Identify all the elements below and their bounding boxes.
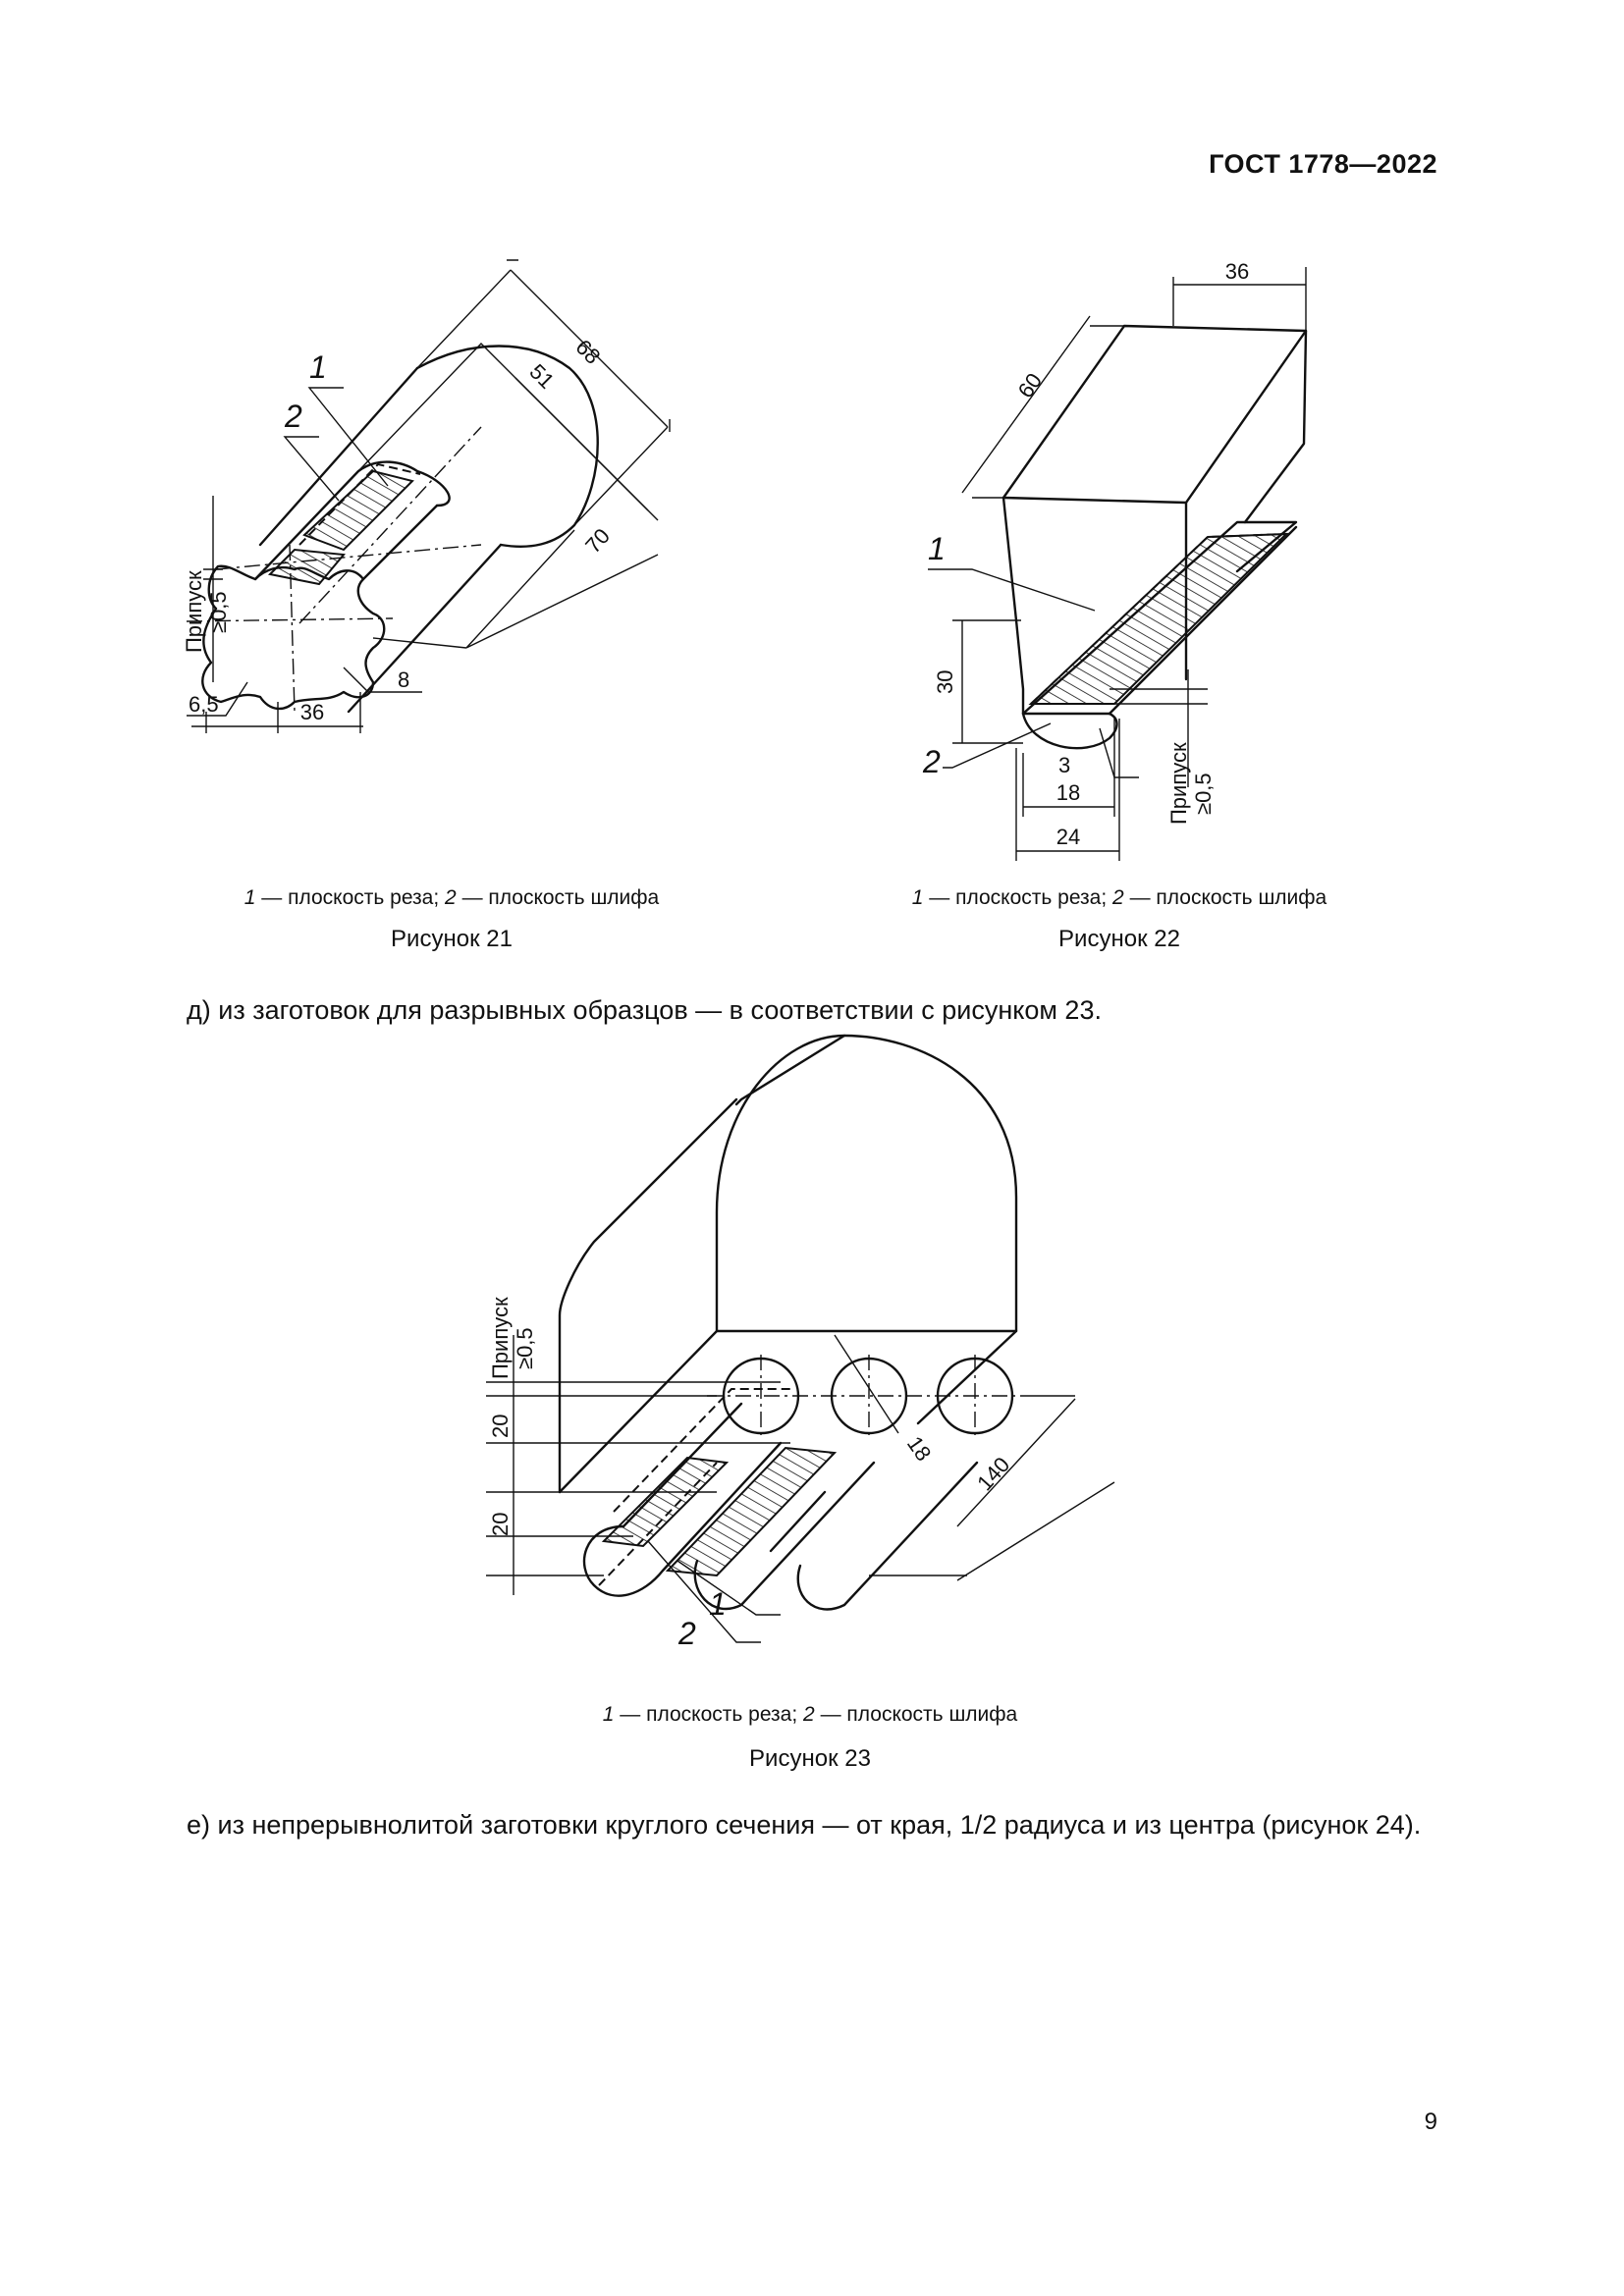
dim-18: 18 xyxy=(901,1431,937,1466)
callout-2: 2 xyxy=(923,744,941,779)
paragraph-e: е) из непрерывнолитой заготовки круглого сечения — от края, 1/2 радиуса и из центра (рисунок 24). xyxy=(187,1810,1422,1840)
dim-20-lower: 20 xyxy=(488,1512,513,1536)
legend-text-2: — плоскость шлифа xyxy=(1123,886,1327,909)
box-top-face xyxy=(1003,326,1306,503)
legend-text-1: — плоскость реза; xyxy=(614,1703,804,1726)
dim-3: 3 xyxy=(1058,753,1071,777)
legend-number-2: 2 xyxy=(803,1703,815,1726)
dim-68-lines xyxy=(417,270,668,525)
dim-60: 60 xyxy=(1012,368,1048,402)
allowance-value: ≥0,5 xyxy=(1191,773,1216,815)
dim-30: 30 xyxy=(933,669,957,694)
callout-1: 1 xyxy=(928,531,946,566)
round-bottom-end xyxy=(1023,714,1117,748)
head-top-edge xyxy=(736,1036,844,1104)
allowance-value: ≥0,5 xyxy=(206,591,231,633)
figure-21-drawing xyxy=(182,250,736,741)
dim-6-5: 6,5 xyxy=(189,692,219,717)
figure-22-legend xyxy=(864,886,1375,910)
figure-23-drawing xyxy=(486,1031,1114,1659)
figure-22-caption: Рисунок 22 xyxy=(1058,926,1180,952)
callout-1: 1 xyxy=(309,349,327,385)
dim-68: 68 xyxy=(570,334,606,369)
inner-bar-end xyxy=(417,471,450,506)
legend-number-2: 2 xyxy=(1112,886,1124,909)
callout-1: 1 xyxy=(709,1586,727,1622)
bar-right xyxy=(798,1463,977,1609)
body-left-edge xyxy=(560,1099,736,1492)
paragraph-d: д) из заготовок для разрывных образцов — в соответствии с рисунком 23. xyxy=(187,995,1102,1025)
dim-51: 51 xyxy=(524,358,560,394)
legend-text-1: — плоскость реза; xyxy=(255,886,446,909)
figure-23-legend xyxy=(545,1703,1075,1727)
cut-plane-hatch xyxy=(1031,534,1286,704)
legend-text-2: — плоскость шлифа xyxy=(456,886,660,909)
document-header: ГОСТ 1778—2022 xyxy=(1209,149,1437,179)
dim-140: 140 xyxy=(972,1452,1015,1496)
dim-8-leader xyxy=(344,667,422,692)
dim-24: 24 xyxy=(1056,825,1081,849)
allowance-label: Припуск xyxy=(1166,742,1191,825)
centerline-cut xyxy=(216,545,481,569)
legend-number-1: 1 xyxy=(244,886,256,909)
grind-plane-hatch-1 xyxy=(270,550,344,584)
dim-18-line xyxy=(835,1335,898,1433)
callout-2: 2 xyxy=(678,1616,696,1651)
outer-cylinder-arc xyxy=(417,347,598,547)
dim-60-lines xyxy=(962,316,1124,498)
allowance-label: Припуск xyxy=(488,1297,513,1379)
legend-number-1: 1 xyxy=(911,886,924,909)
figure-22-drawing xyxy=(913,257,1326,866)
allowance-label: Припуск xyxy=(182,570,206,653)
callout-2: 2 xyxy=(285,399,302,434)
dim-70-lines xyxy=(373,530,658,648)
dim-140-lines xyxy=(957,1396,1114,1580)
dim-36: 36 xyxy=(1224,259,1250,284)
legend-text-1: — плоскость реза; xyxy=(923,886,1113,909)
legend-number-1: 1 xyxy=(602,1703,615,1726)
dim-20-upper: 20 xyxy=(488,1414,513,1438)
dim-18: 18 xyxy=(1056,780,1081,805)
dim-8: 8 xyxy=(398,667,410,692)
figure-21-caption: Рисунок 21 xyxy=(391,926,513,952)
dim-70: 70 xyxy=(580,523,616,559)
figure-21-legend xyxy=(196,886,707,910)
figure-23-caption: Рисунок 23 xyxy=(749,1745,871,1772)
box-right-edge xyxy=(1245,331,1306,522)
legend-number-2: 2 xyxy=(445,886,457,909)
centerlines xyxy=(707,1355,1036,1438)
allowance-value: ≥0,5 xyxy=(513,1327,537,1369)
legend-text-2: — плоскость шлифа xyxy=(814,1703,1018,1726)
dim-30-lines xyxy=(952,620,1023,743)
head-front-face xyxy=(717,1036,1016,1331)
dim-36: 36 xyxy=(299,700,325,724)
page-number: 9 xyxy=(1424,2109,1437,2135)
